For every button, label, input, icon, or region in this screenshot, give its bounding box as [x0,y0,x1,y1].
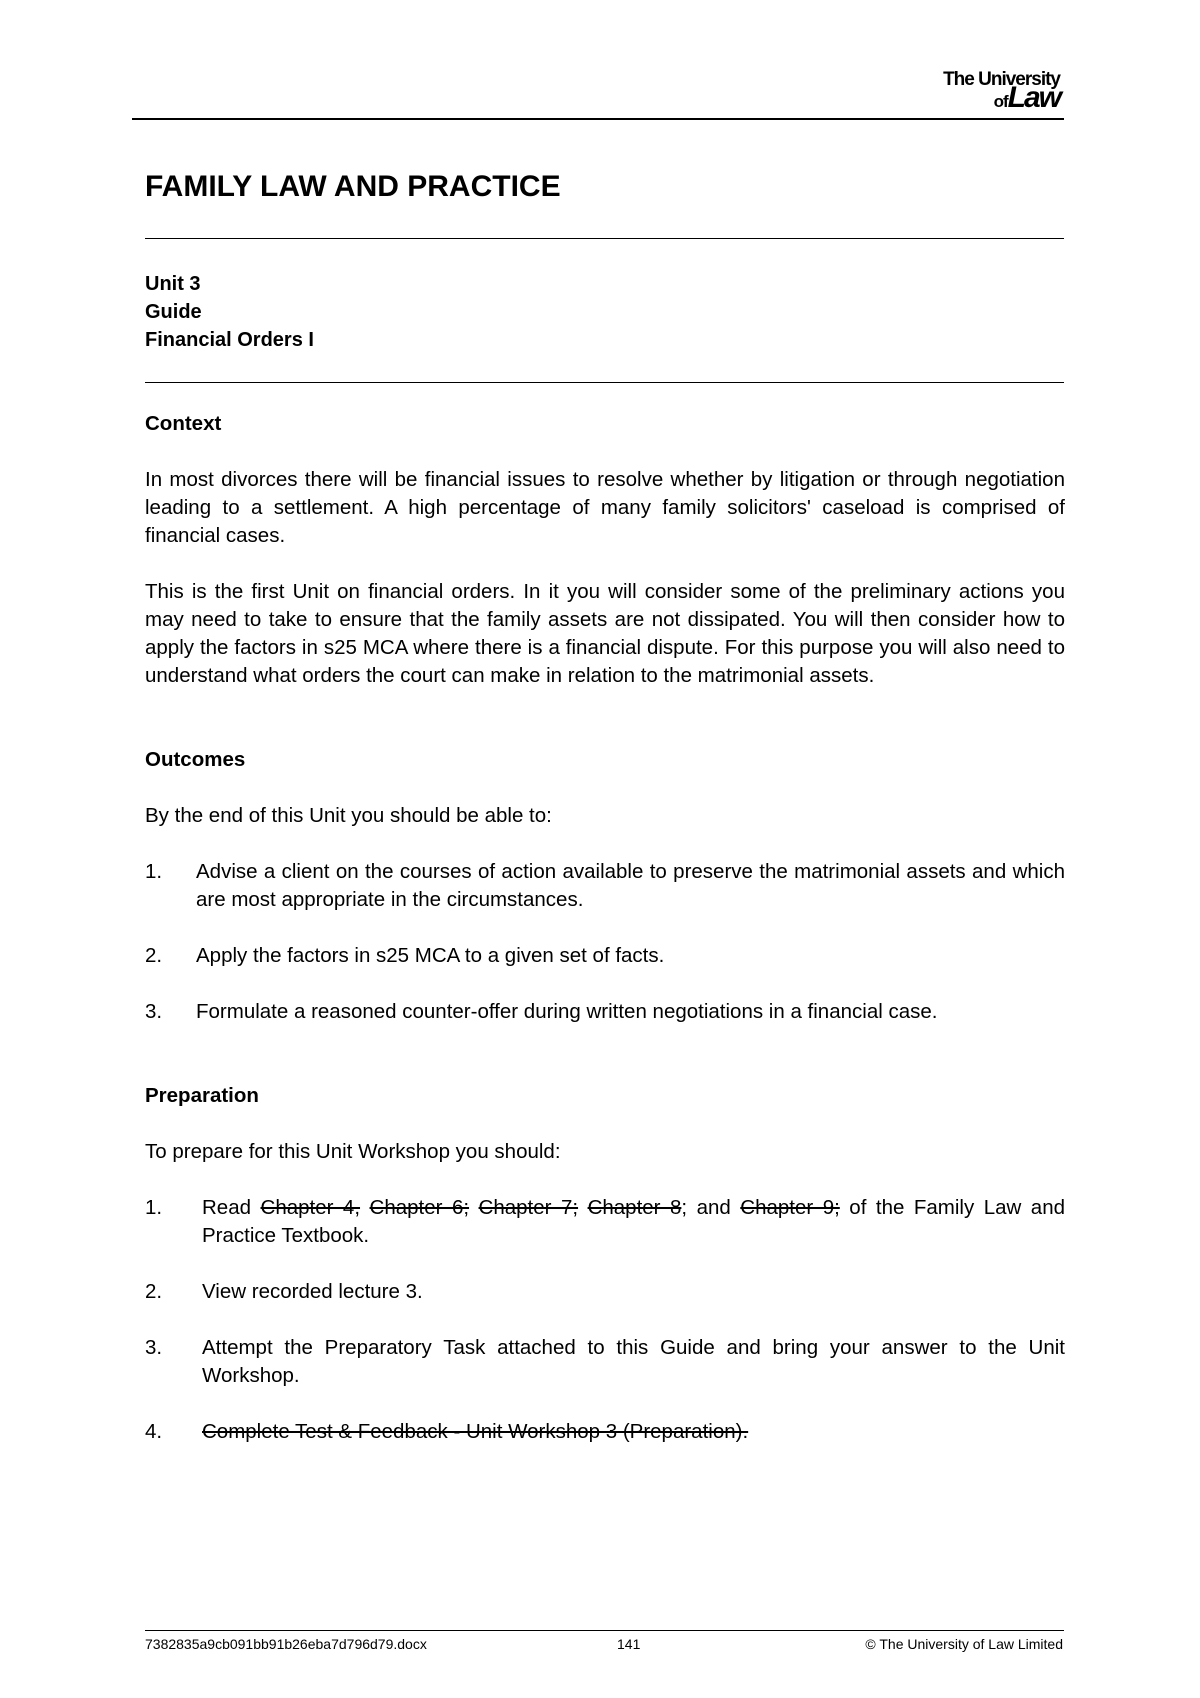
outcome-text: Advise a client on the courses of action available to preserve the matrimonial assets and which are most appropriate in the circumstances. [196,860,1065,911]
unit-divider [145,382,1064,383]
logo-law: Law [1007,81,1060,114]
context-heading: Context [145,412,222,435]
footer-filename: 7382835a9cb091bb91b26eba7d796d79.docx [145,1636,427,1652]
outcome-number: 3. [145,1000,163,1023]
outcome-number: 2. [145,944,163,967]
logo-line1: The University [943,69,1060,90]
unit-type: Guide [145,301,202,323]
preparation-number: 3. [145,1336,163,1359]
outcome-text: Apply the factors in s25 MCA to a given set of facts. [196,944,665,967]
struck-chapter: Chapter 9; [740,1196,840,1219]
preparation-number: 1. [145,1196,163,1219]
outcome-item [145,858,1065,914]
preparation-text: Attempt the Preparatory Task attached to this Guide and bring your answer to the Unit Workshop. [202,1336,1065,1387]
header-rule [132,118,1064,120]
preparation-item [145,1334,1065,1390]
footer-copyright: © The University of Law Limited [865,1636,1063,1652]
preparation-item [145,1418,1065,1446]
preparation-text: Read Chapter 4, Chapter 6; Chapter 7; Chapter 8; and Chapter 9; of the Family Law and Practice Textbook. [202,1196,1066,1247]
struck-chapter: Chapter 8 [587,1196,682,1219]
unit-name: Financial Orders I [145,329,314,351]
title-divider [145,238,1064,239]
preparation-number: 4. [145,1420,163,1443]
context-paragraph-1: In most divorces there will be financial issues to resolve whether by litigation or through negotiation leading to a settlement. A high percentage of many family solicitors' caseload is comprised of financial cases. [145,468,1065,547]
preparation-item [145,1194,1065,1250]
unit-number: Unit 3 [145,273,201,295]
preparation-text: View recorded lecture 3. [202,1280,423,1303]
outcome-item [145,998,1065,1026]
outcome-text: Formulate a reasoned counter-offer during written negotiations in a financial case. [196,1000,938,1023]
preparation-intro: To prepare for this Unit Workshop you should: [145,1140,561,1163]
main-content [145,410,1065,1446]
preparation-text-struck: Complete Test & Feedback - Unit Workshop 3 (Preparation). [202,1420,749,1443]
outcomes-intro: By the end of this Unit you should be able to: [145,804,552,827]
unit-block [145,270,314,354]
university-logo [943,70,1060,113]
footer-rule [145,1630,1064,1631]
document-title: FAMILY LAW AND PRACTICE [145,170,561,203]
outcome-item [145,942,1065,970]
preparation-item [145,1278,1065,1306]
footer-page-number: 141 [617,1636,641,1652]
struck-chapter: Chapter 7; [478,1196,579,1219]
preparation-number: 2. [145,1280,163,1303]
logo-of: of [993,92,1008,111]
outcomes-heading: Outcomes [145,748,246,771]
struck-chapter: Chapter 6; [369,1196,470,1219]
outcome-number: 1. [145,860,163,883]
context-paragraph-2: This is the first Unit on financial orders. In it you will consider some of the preliminary actions you may need to take to ensure that the family assets are not dissipated. You will then consider how to apply the factors in s25 MCA where there is a financial dispute. For this purpose you will also need to understand what orders the court can make in relation to the matrimonial assets. [145,580,1065,687]
struck-chapter: Chapter 4, [260,1196,361,1219]
preparation-heading: Preparation [145,1084,259,1107]
